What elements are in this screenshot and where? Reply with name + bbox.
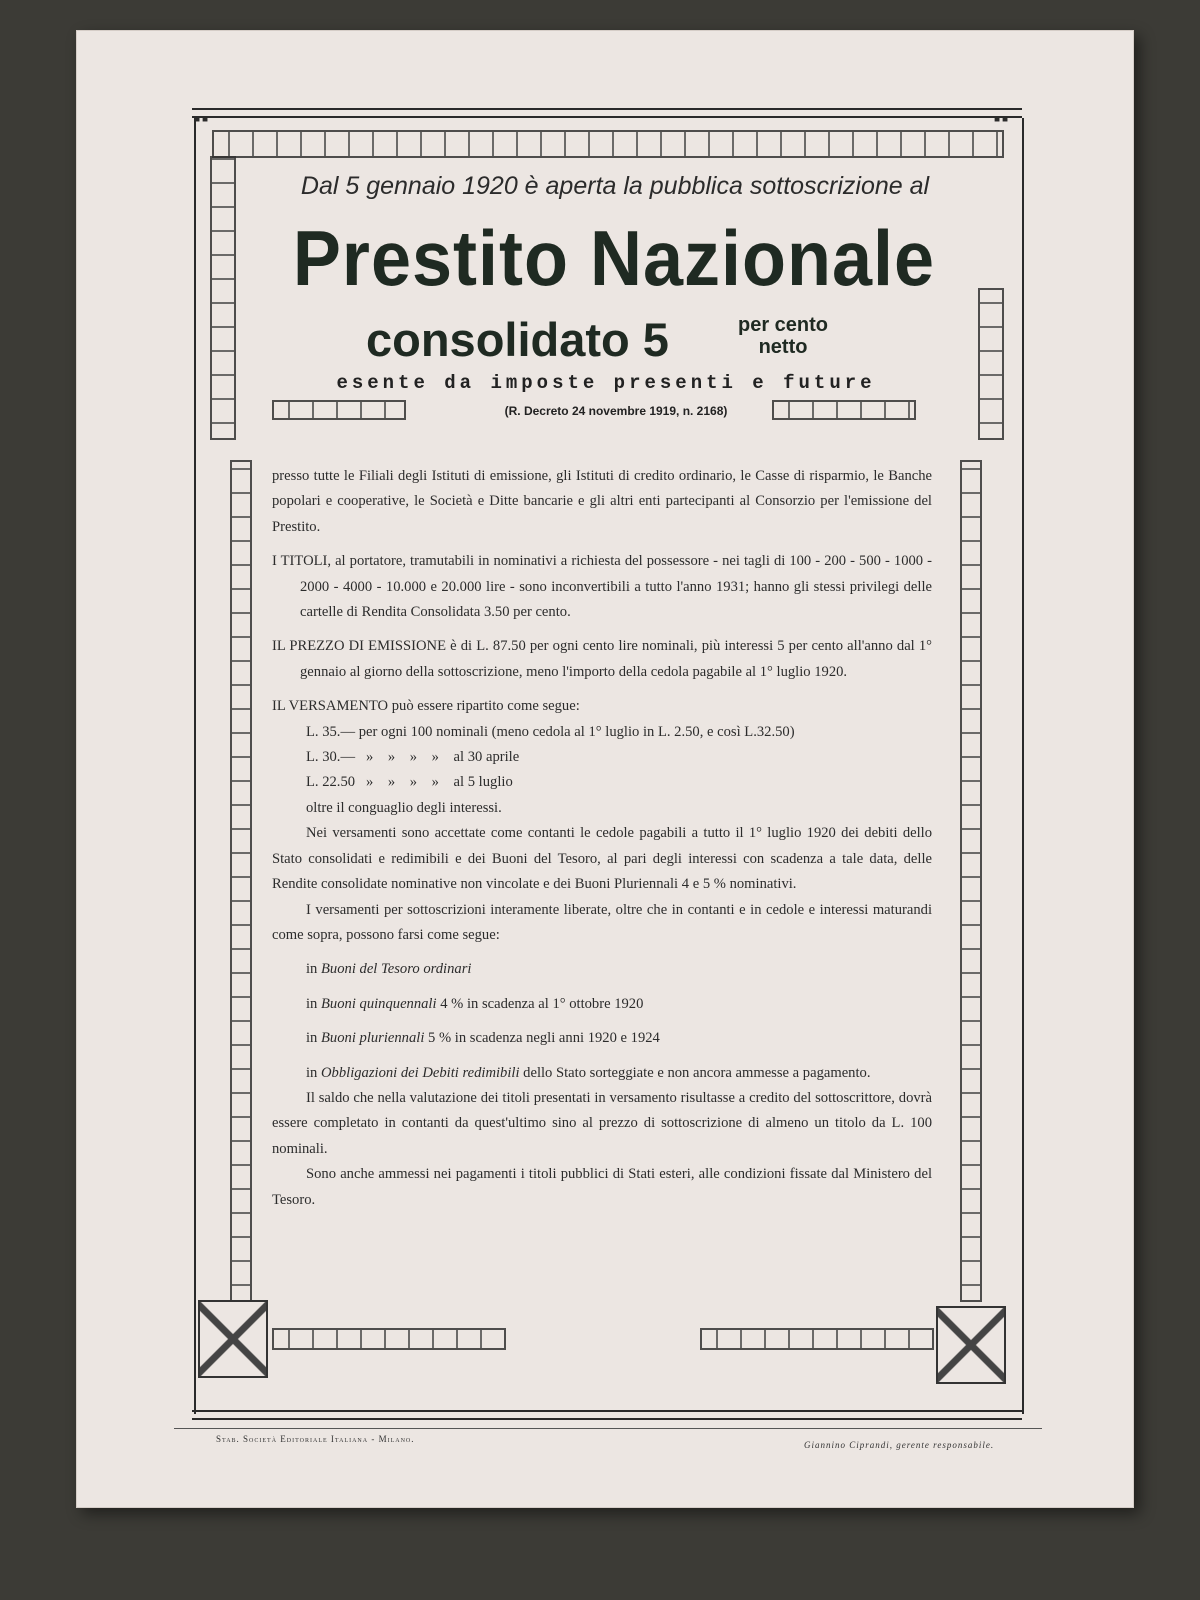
paragraph-cedole: Nei versamenti sono accettate come contanti le cedole pagabili a tutto il 1° luglio 1920 dei debiti dello Stato consolidati e redimibili e dei Buoni del Tesoro, al pari degli interessi con scadenza a tale data, delle Rendite consolidate nominative non vincolate e dei Buoni Pluriennali 4 e 5 % nominativi.: [272, 825, 932, 893]
top-rule: [192, 108, 1022, 118]
manager-credit: Giannino Ciprandi, gerente responsabile.: [804, 1440, 995, 1450]
paragraph-branches: presso tutte le Filiali degli Istituti di emissione, gli Istituti di credito ordinario, le Casse di risparmio, le Banche popolari e cooperative, le Società e Ditte bancarie e gli altri enti partecipanti al Consorzio per l'emissione del Prestito.: [272, 468, 932, 535]
option-1-prefix: in: [306, 961, 318, 978]
subtitle-percent-line2: netto: [758, 336, 808, 358]
option-2-prefix: in: [306, 995, 318, 1012]
payment-row-3: L. 22.50 » » » » al 5 luglio: [306, 774, 513, 791]
subtitle: consolidato 5: [366, 313, 669, 366]
option-buoni-quinquennali: [272, 992, 932, 1017]
tax-exempt-line: esente da imposte presenti e future: [336, 372, 876, 394]
footer-rule: [174, 1428, 1042, 1429]
paragraph-saldo: Il saldo che nella valutazione dei titoli presentati in versamento risultasse a credito del sottoscrittore, dovrà essere completato in contanti da quest'ultimo sino al prezzo di sottoscrizione di almeno un titolo da L. 100 nominali.: [272, 1089, 932, 1157]
top-dots-left: ■■: [194, 114, 211, 125]
subtitle-percent-line1: per cento: [738, 314, 829, 336]
main-title: Prestito Nazionale: [292, 215, 936, 303]
paragraph-titoli: I TITOLI, al portatore, tramutabili in nominativi a richiesta del possessore - nei tagli di 100 - 200 - 500 - 1000 - 2000 - 4000 - 10.000 e 20.000 lire - sono inconvertibili a tutto l'anno 1931; hanno gli stessi privilegi delle cartelle di Rendita Consolidata 3.50 per cento.: [272, 553, 932, 621]
paragraph-liberate: I versamenti per sottoscrizioni interamente liberate, oltre che in contanti e in cedole e interessi maturandi come sopra, possono farsi come segue:: [272, 901, 932, 943]
subtitle-block: [366, 312, 886, 372]
paragraph-versamento: IL VERSAMENTO può essere ripartito come segue:: [272, 698, 580, 715]
option-3-prefix: in: [306, 1030, 318, 1047]
printer-credit: Stab. Società Editoriale Italiana - Milano.: [216, 1434, 415, 1444]
paragraph-prezzo: IL PREZZO DI EMISSIONE è di L. 87.50 per ogni cento lire nominali, più interessi 5 per cento all'anno dal 1° gennaio al giorno della sottoscrizione, meno l'importo della cedola pagabile al 1° luglio 1920.: [272, 638, 932, 680]
option-obbligazioni: [272, 1061, 932, 1086]
option-4-name: Obbligazioni dei Debiti redimibili: [321, 1064, 520, 1081]
option-3-detail: 5 % in scadenza negli anni 1920 e 1924: [428, 1030, 660, 1047]
payment-row-2: L. 30.— » » » » al 30 aprile: [306, 749, 520, 766]
body-text: [272, 464, 932, 1213]
option-2-name: Buoni quinquennali: [321, 995, 437, 1012]
paragraph-stati-esteri: Sono anche ammessi nei pagamenti i titoli pubblici di Stati esteri, alle condizioni fissate dal Ministero del Tesoro.: [272, 1166, 932, 1208]
option-4-prefix: in: [306, 1064, 318, 1081]
payment-row-1: L. 35.— per ogni 100 nominali (meno cedola al 1° luglio in L. 2.50, e così L.32.50): [306, 723, 795, 740]
decree-reference: (R. Decreto 24 novembre 1919, n. 2168): [504, 404, 728, 418]
option-2-detail: 4 % in scadenza al 1° ottobre 1920: [440, 995, 644, 1012]
option-3-name: Buoni pluriennali: [321, 1030, 425, 1047]
option-buoni-pluriennali: [272, 1026, 932, 1051]
option-4-detail: dello Stato sorteggiate e non ancora ammesse a pagamento.: [523, 1064, 871, 1081]
poster-sheet: [76, 30, 1134, 1508]
payment-note: oltre il conguaglio degli interessi.: [306, 799, 502, 816]
option-1-name: Buoni del Tesoro ordinari: [321, 961, 472, 978]
intro-line: Dal 5 gennaio 1920 è aperta la pubblica sottoscrizione al: [300, 172, 930, 200]
subtitle-percent: [738, 314, 828, 358]
option-buoni-ordinari: [272, 957, 932, 982]
top-dots-right: ■■: [994, 114, 1011, 125]
